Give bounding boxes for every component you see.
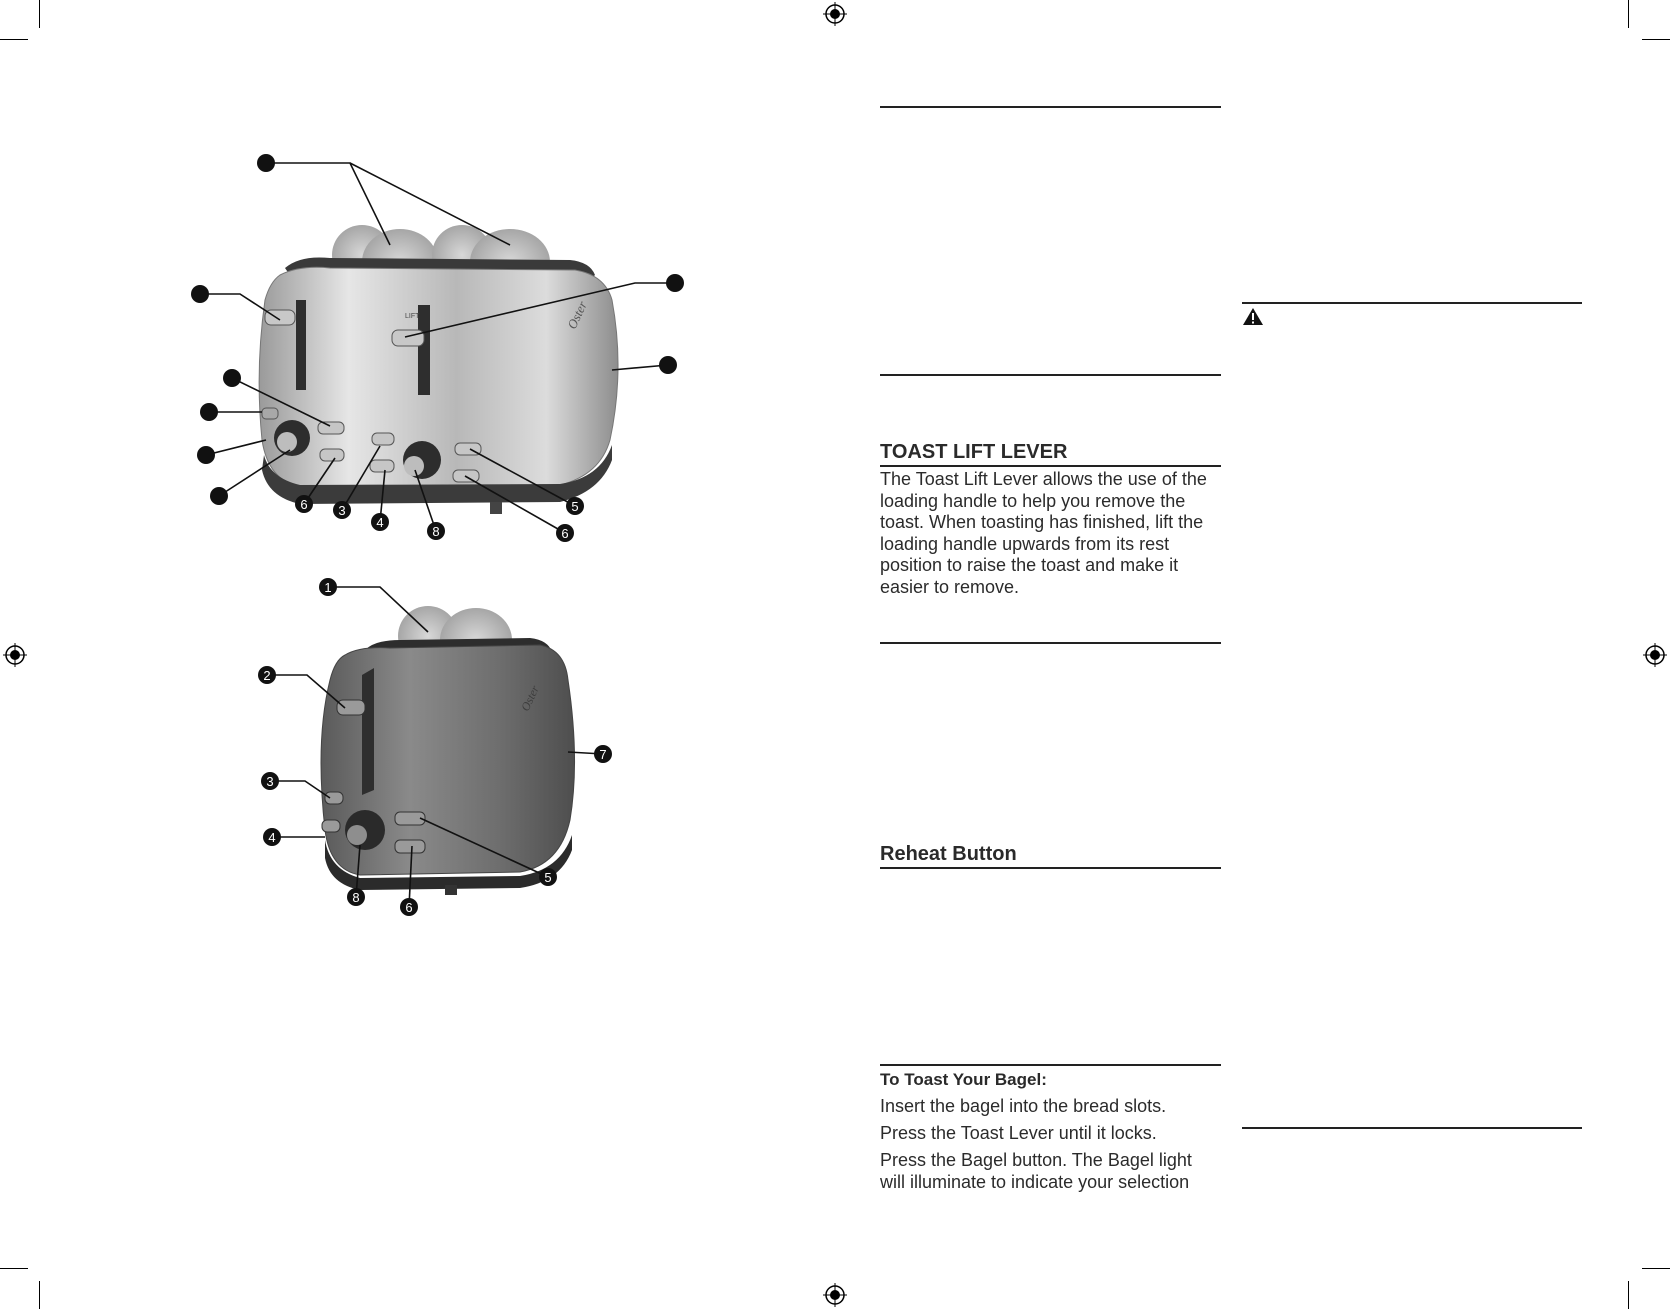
callout-number bbox=[539, 868, 557, 886]
lever-label: LIFT bbox=[405, 313, 420, 320]
callout-dot bbox=[659, 356, 677, 374]
warning-triangle-icon bbox=[1242, 307, 1264, 326]
crop-mark bbox=[39, 1281, 40, 1309]
callout-number bbox=[333, 501, 351, 519]
shade-dial-cap bbox=[277, 432, 297, 452]
crop-mark bbox=[1628, 0, 1629, 28]
button bbox=[370, 460, 394, 472]
brand-logo: Oster bbox=[518, 683, 542, 714]
callout-dot bbox=[191, 285, 209, 303]
toaster-diagram bbox=[0, 0, 760, 960]
svg-text:5: 5 bbox=[571, 499, 579, 514]
foot bbox=[490, 502, 502, 514]
svg-text:5: 5 bbox=[544, 870, 552, 885]
button bbox=[318, 422, 344, 434]
lever-handle bbox=[337, 700, 365, 715]
svg-text:3: 3 bbox=[338, 503, 346, 518]
section-rule bbox=[880, 1064, 1221, 1066]
registration-mark-icon bbox=[823, 1283, 847, 1307]
reheat-heading: Reheat Button bbox=[880, 843, 1017, 865]
bread-slot bbox=[418, 305, 430, 395]
bagel-heading: To Toast Your Bagel: bbox=[880, 1070, 1047, 1089]
bagel-step: Insert the bagel into the bread slots. bbox=[880, 1096, 1167, 1116]
crop-mark bbox=[1642, 1268, 1670, 1269]
callout-number bbox=[594, 745, 612, 763]
button bbox=[262, 408, 278, 419]
callout-number bbox=[347, 888, 365, 906]
callout-number bbox=[400, 898, 418, 916]
svg-text:6: 6 bbox=[300, 497, 308, 512]
button bbox=[322, 820, 340, 832]
button bbox=[325, 792, 343, 804]
svg-text:6: 6 bbox=[405, 900, 413, 915]
button bbox=[320, 449, 344, 461]
toast-lift-heading: TOAST LIFT LEVER bbox=[880, 441, 1068, 463]
button bbox=[395, 840, 425, 853]
bread-slot bbox=[296, 300, 306, 390]
bagel-step: Press the Bagel button. The Bagel light will illuminate to indicate your selection bbox=[880, 1150, 1192, 1192]
svg-text:2: 2 bbox=[263, 668, 271, 683]
callout-dot bbox=[257, 154, 275, 172]
svg-text:7: 7 bbox=[599, 747, 607, 762]
two-slice-toaster bbox=[258, 578, 612, 916]
section-rule bbox=[880, 374, 1221, 376]
brand-logo: Oster bbox=[564, 298, 590, 332]
section-rule bbox=[1242, 1127, 1582, 1129]
callout-number bbox=[258, 666, 276, 684]
shade-dial-cap bbox=[404, 456, 424, 476]
callout-number bbox=[295, 495, 313, 513]
registration-mark-icon bbox=[823, 2, 847, 26]
callout-number bbox=[263, 828, 281, 846]
crop-mark bbox=[0, 1268, 28, 1269]
svg-text:4: 4 bbox=[376, 515, 384, 530]
svg-text:4: 4 bbox=[268, 830, 276, 845]
svg-text:8: 8 bbox=[432, 524, 440, 539]
section-rule bbox=[880, 465, 1221, 467]
svg-text:1: 1 bbox=[324, 580, 332, 595]
shade-dial-cap bbox=[347, 825, 367, 845]
callout-dot bbox=[197, 446, 215, 464]
registration-mark-icon bbox=[1643, 643, 1667, 667]
button bbox=[372, 433, 394, 445]
crop-mark bbox=[1628, 1281, 1629, 1309]
four-slice-toaster bbox=[191, 154, 684, 542]
lever-handle bbox=[392, 330, 424, 346]
callout-dot bbox=[200, 403, 218, 421]
section-rule bbox=[880, 642, 1221, 644]
callout-number bbox=[427, 522, 445, 540]
section-rule bbox=[880, 867, 1221, 869]
callout-number bbox=[261, 772, 279, 790]
callout-dot bbox=[210, 487, 228, 505]
svg-text:3: 3 bbox=[266, 774, 274, 789]
callout-number bbox=[319, 578, 337, 596]
callout-number bbox=[371, 513, 389, 531]
bagel-step: Press the Toast Lever until it locks. bbox=[880, 1123, 1157, 1143]
callout-dot bbox=[223, 369, 241, 387]
section-rule bbox=[880, 106, 1221, 108]
foot bbox=[445, 885, 457, 895]
crop-mark bbox=[1642, 39, 1670, 40]
callout-number bbox=[566, 497, 584, 515]
callout-number bbox=[556, 524, 574, 542]
bread-slot bbox=[362, 668, 374, 795]
toast-lift-body: The Toast Lift Lever allows the use of the loading handle to help you remove the toast. When toasting has finished, lift the loading handle upwards from its rest position to raise the toast and make it easier to remove. bbox=[880, 469, 1207, 597]
callout-dot bbox=[666, 274, 684, 292]
svg-text:8: 8 bbox=[352, 890, 360, 905]
svg-text:6: 6 bbox=[561, 526, 569, 541]
section-rule bbox=[1242, 302, 1582, 304]
